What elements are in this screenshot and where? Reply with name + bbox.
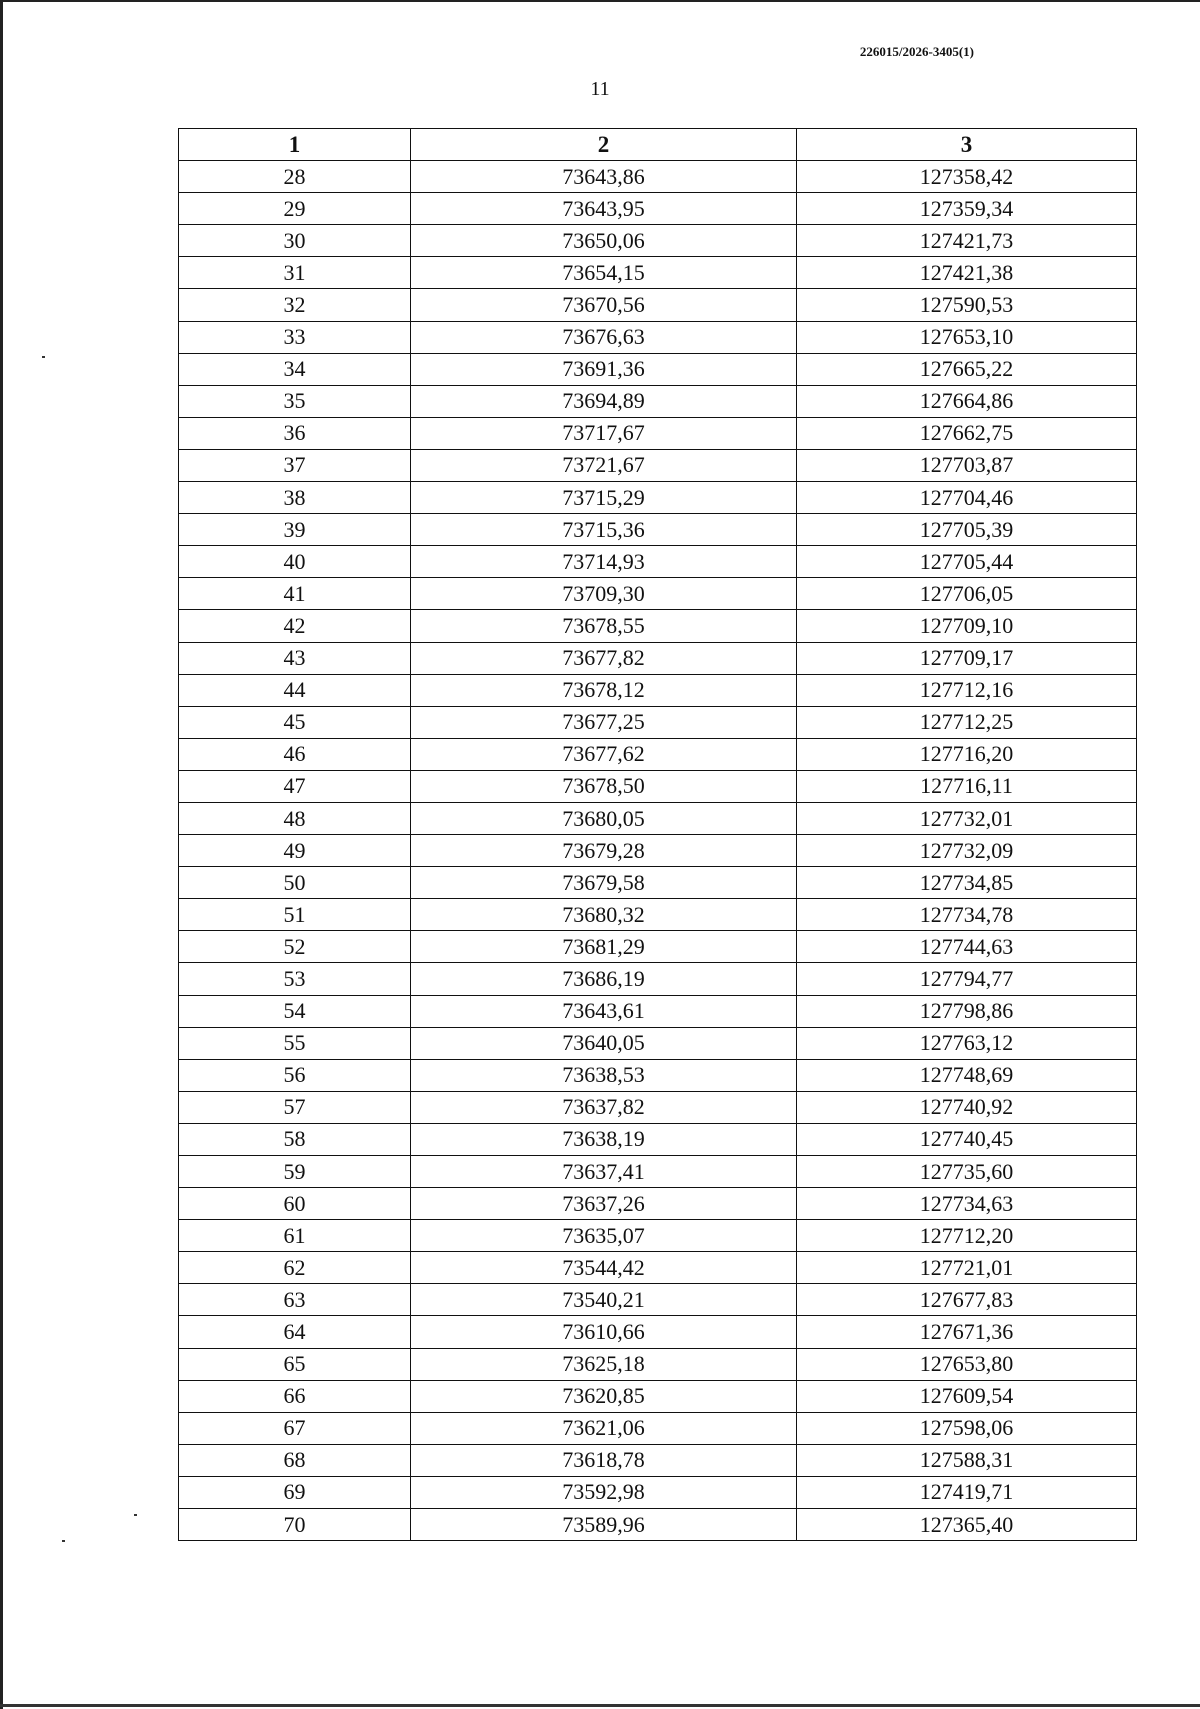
x-coordinate-cell: 73610,66 [411,1316,797,1348]
point-number-cell: 54 [179,995,411,1027]
point-number-cell: 50 [179,867,411,899]
point-number-cell: 29 [179,193,411,225]
x-coordinate-cell: 73679,58 [411,867,797,899]
point-number-cell: 49 [179,835,411,867]
point-number-cell: 39 [179,514,411,546]
table-row [179,1316,1137,1348]
table-row [179,1252,1137,1284]
table-row [179,1027,1137,1059]
x-coordinate-cell: 73625,18 [411,1348,797,1380]
table-header [179,129,1137,161]
x-coordinate-cell: 73635,07 [411,1220,797,1252]
x-coordinate-cell: 73680,05 [411,802,797,834]
point-number-cell: 40 [179,546,411,578]
point-number-cell: 44 [179,674,411,706]
point-number-cell: 45 [179,706,411,738]
point-number-cell: 67 [179,1412,411,1444]
scan-speck [42,356,45,358]
x-coordinate-cell: 73714,93 [411,546,797,578]
y-coordinate-cell: 127705,39 [797,514,1137,546]
header-cell-3: 3 [797,129,1137,161]
point-number-cell: 69 [179,1476,411,1508]
point-number-cell: 38 [179,482,411,514]
page-number: 11 [590,78,610,100]
x-coordinate-cell: 73679,28 [411,835,797,867]
x-coordinate-cell: 73715,29 [411,482,797,514]
table-row [179,578,1137,610]
x-coordinate-cell: 73589,96 [411,1509,797,1541]
table-row [179,770,1137,802]
x-coordinate-cell: 73721,67 [411,449,797,481]
x-coordinate-cell: 73677,25 [411,706,797,738]
point-number-cell: 33 [179,321,411,353]
point-number-cell: 62 [179,1252,411,1284]
table-row [179,385,1137,417]
scan-edge-left [0,0,3,1709]
y-coordinate-cell: 127421,73 [797,225,1137,257]
x-coordinate-cell: 73592,98 [411,1476,797,1508]
y-coordinate-cell: 127671,36 [797,1316,1137,1348]
table-row [179,353,1137,385]
table-row [179,1380,1137,1412]
table-row [179,674,1137,706]
table-row [179,931,1137,963]
point-number-cell: 52 [179,931,411,963]
table-row [179,899,1137,931]
point-number-cell: 53 [179,963,411,995]
y-coordinate-cell: 127732,01 [797,802,1137,834]
point-number-cell: 31 [179,257,411,289]
table-row [179,225,1137,257]
table-row [179,1059,1137,1091]
y-coordinate-cell: 127740,92 [797,1091,1137,1123]
point-number-cell: 66 [179,1380,411,1412]
table-row [179,835,1137,867]
y-coordinate-cell: 127664,86 [797,385,1137,417]
header-cell-1: 1 [179,129,411,161]
y-coordinate-cell: 127709,17 [797,642,1137,674]
point-number-cell: 55 [179,1027,411,1059]
y-coordinate-cell: 127734,63 [797,1188,1137,1220]
x-coordinate-cell: 73638,19 [411,1123,797,1155]
table-row [179,995,1137,1027]
x-coordinate-cell: 73637,82 [411,1091,797,1123]
table-row [179,449,1137,481]
point-number-cell: 30 [179,225,411,257]
x-coordinate-cell: 73643,61 [411,995,797,1027]
y-coordinate-cell: 127703,87 [797,449,1137,481]
y-coordinate-cell: 127794,77 [797,963,1137,995]
table-row [179,963,1137,995]
table-row [179,482,1137,514]
table-row [179,706,1137,738]
y-coordinate-cell: 127665,22 [797,353,1137,385]
point-number-cell: 35 [179,385,411,417]
table-row [179,867,1137,899]
x-coordinate-cell: 73638,53 [411,1059,797,1091]
y-coordinate-cell: 127419,71 [797,1476,1137,1508]
point-number-cell: 37 [179,449,411,481]
table-row [179,1348,1137,1380]
x-coordinate-cell: 73677,62 [411,738,797,770]
header-row [179,129,1137,161]
x-coordinate-cell: 73686,19 [411,963,797,995]
x-coordinate-cell: 73618,78 [411,1444,797,1476]
y-coordinate-cell: 127721,01 [797,1252,1137,1284]
x-coordinate-cell: 73621,06 [411,1412,797,1444]
y-coordinate-cell: 127609,54 [797,1380,1137,1412]
y-coordinate-cell: 127709,10 [797,610,1137,642]
table-row [179,1509,1137,1541]
table-row [179,1220,1137,1252]
scan-edge-bottom [0,1704,1200,1707]
y-coordinate-cell: 127712,16 [797,674,1137,706]
y-coordinate-cell: 127598,06 [797,1412,1137,1444]
x-coordinate-cell: 73677,82 [411,642,797,674]
x-coordinate-cell: 73643,95 [411,193,797,225]
y-coordinate-cell: 127712,25 [797,706,1137,738]
point-number-cell: 58 [179,1123,411,1155]
table-row [179,1412,1137,1444]
point-number-cell: 56 [179,1059,411,1091]
table-row [179,802,1137,834]
y-coordinate-cell: 127763,12 [797,1027,1137,1059]
scan-edge-top [0,0,1200,2]
table-row [179,1444,1137,1476]
x-coordinate-cell: 73691,36 [411,353,797,385]
point-number-cell: 59 [179,1156,411,1188]
table-row [179,546,1137,578]
y-coordinate-cell: 127716,11 [797,770,1137,802]
point-number-cell: 36 [179,417,411,449]
y-coordinate-cell: 127662,75 [797,417,1137,449]
point-number-cell: 61 [179,1220,411,1252]
point-number-cell: 63 [179,1284,411,1316]
x-coordinate-cell: 73670,56 [411,289,797,321]
y-coordinate-cell: 127798,86 [797,995,1137,1027]
x-coordinate-cell: 73694,89 [411,385,797,417]
y-coordinate-cell: 127732,09 [797,835,1137,867]
y-coordinate-cell: 127590,53 [797,289,1137,321]
coordinates-table [178,128,1137,1541]
x-coordinate-cell: 73643,86 [411,161,797,193]
point-number-cell: 51 [179,899,411,931]
x-coordinate-cell: 73678,12 [411,674,797,706]
y-coordinate-cell: 127588,31 [797,1444,1137,1476]
point-number-cell: 32 [179,289,411,321]
point-number-cell: 65 [179,1348,411,1380]
x-coordinate-cell: 73680,32 [411,899,797,931]
x-coordinate-cell: 73540,21 [411,1284,797,1316]
x-coordinate-cell: 73678,50 [411,770,797,802]
x-coordinate-cell: 73709,30 [411,578,797,610]
table-row [179,1123,1137,1155]
scan-speck [62,1540,65,1542]
point-number-cell: 48 [179,802,411,834]
y-coordinate-cell: 127734,78 [797,899,1137,931]
table-row [179,1476,1137,1508]
y-coordinate-cell: 127359,34 [797,193,1137,225]
y-coordinate-cell: 127365,40 [797,1509,1137,1541]
table-row [179,1284,1137,1316]
x-coordinate-cell: 73715,36 [411,514,797,546]
point-number-cell: 68 [179,1444,411,1476]
y-coordinate-cell: 127716,20 [797,738,1137,770]
point-number-cell: 43 [179,642,411,674]
x-coordinate-cell: 73640,05 [411,1027,797,1059]
point-number-cell: 34 [179,353,411,385]
y-coordinate-cell: 127706,05 [797,578,1137,610]
x-coordinate-cell: 73620,85 [411,1380,797,1412]
x-coordinate-cell: 73681,29 [411,931,797,963]
point-number-cell: 70 [179,1509,411,1541]
table-row [179,193,1137,225]
y-coordinate-cell: 127712,20 [797,1220,1137,1252]
y-coordinate-cell: 127740,45 [797,1123,1137,1155]
table-row [179,321,1137,353]
table-row [179,161,1137,193]
point-number-cell: 41 [179,578,411,610]
y-coordinate-cell: 127735,60 [797,1156,1137,1188]
table-row [179,514,1137,546]
y-coordinate-cell: 127677,83 [797,1284,1137,1316]
table-row [179,642,1137,674]
point-number-cell: 47 [179,770,411,802]
table-body [179,161,1137,1541]
point-number-cell: 46 [179,738,411,770]
y-coordinate-cell: 127705,44 [797,546,1137,578]
x-coordinate-cell: 73676,63 [411,321,797,353]
table-row [179,738,1137,770]
table-row [179,1188,1137,1220]
y-coordinate-cell: 127748,69 [797,1059,1137,1091]
table-row [179,1091,1137,1123]
x-coordinate-cell: 73678,55 [411,610,797,642]
table-row [179,417,1137,449]
y-coordinate-cell: 127653,10 [797,321,1137,353]
y-coordinate-cell: 127704,46 [797,482,1137,514]
scan-speck [134,1514,137,1516]
point-number-cell: 64 [179,1316,411,1348]
table-row [179,289,1137,321]
point-number-cell: 28 [179,161,411,193]
point-number-cell: 42 [179,610,411,642]
header-cell-2: 2 [411,129,797,161]
x-coordinate-cell: 73654,15 [411,257,797,289]
x-coordinate-cell: 73637,41 [411,1156,797,1188]
y-coordinate-cell: 127734,85 [797,867,1137,899]
document-id: 226015/2026-3405(1) [859,44,974,59]
table-row [179,1156,1137,1188]
y-coordinate-cell: 127744,63 [797,931,1137,963]
x-coordinate-cell: 73717,67 [411,417,797,449]
x-coordinate-cell: 73544,42 [411,1252,797,1284]
y-coordinate-cell: 127421,38 [797,257,1137,289]
x-coordinate-cell: 73650,06 [411,225,797,257]
point-number-cell: 57 [179,1091,411,1123]
y-coordinate-cell: 127653,80 [797,1348,1137,1380]
y-coordinate-cell: 127358,42 [797,161,1137,193]
point-number-cell: 60 [179,1188,411,1220]
table-row [179,610,1137,642]
x-coordinate-cell: 73637,26 [411,1188,797,1220]
table-row [179,257,1137,289]
